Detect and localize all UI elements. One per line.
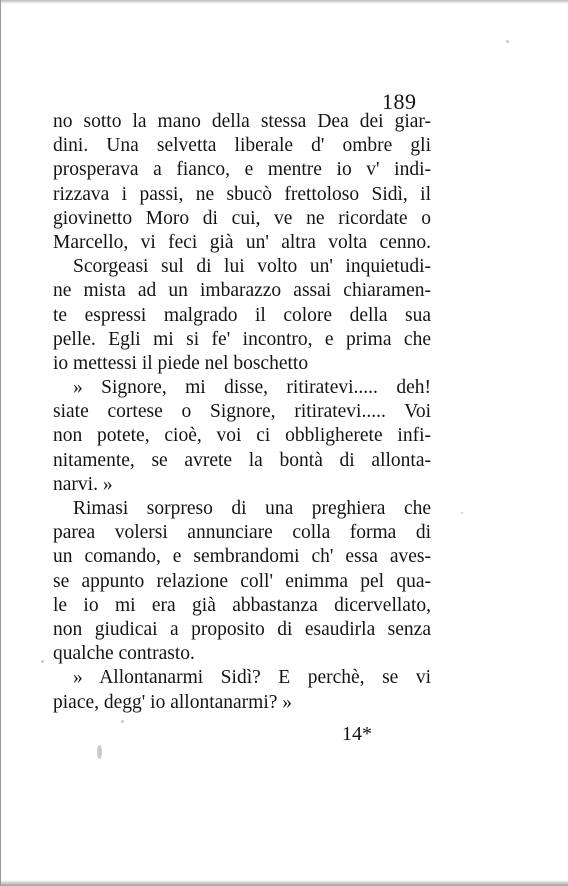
- text-line: piace, degg' io allontanarmi? »: [53, 691, 293, 713]
- text-line: prosperava a fianco, e mentre io v' indi-: [53, 159, 431, 181]
- text-line: io mettessi il piede nel boschetto: [53, 352, 309, 374]
- text-line: dini. Una selvetta liberale d' ombre gli: [53, 135, 431, 157]
- text-line: le io mi era già abbastanza dicervellato,: [53, 594, 431, 616]
- paper-speck: [506, 40, 509, 43]
- text-line: nitamente, se avrete la bontà di allonta-: [53, 449, 431, 471]
- text-line: non potete, cioè, voi ci obbligherete infi-: [53, 425, 431, 447]
- paper-speck: [461, 512, 463, 514]
- text-line: se appunto relazione coll' enimma pel qua-: [53, 570, 431, 592]
- text-line: Marcello, vi feci già un' altra volta cenno.: [53, 231, 431, 253]
- text-line: siate cortese o Signore, ritiratevi..... Voi: [53, 401, 431, 423]
- text-line: narvi. »: [53, 473, 113, 495]
- paper-speck: [97, 745, 102, 759]
- text-line: un comando, e sembrandomi ch' essa aves-: [53, 546, 431, 568]
- text-line: rizzava i passi, ne sbucò frettoloso Sidì, il: [53, 183, 431, 205]
- text-line: » Allontanarmi Sidì? E perchè, se vi: [73, 667, 431, 689]
- body-text: [53, 110, 431, 715]
- text-line: non giudicai a proposito di esaudirla senza: [53, 618, 431, 640]
- text-line: » Signore, mi disse, ritiratevi..... deh!: [73, 377, 431, 399]
- text-line: qualche contrasto.: [53, 643, 195, 665]
- page-number: 189: [382, 89, 417, 114]
- text-line: Rimasi sorpreso di una preghiera che: [73, 498, 431, 519]
- text-line: Scorgeasi sul di lui volto un' inquietudi-: [73, 256, 431, 278]
- text-line: parea volersi annunciare colla forma di: [53, 522, 431, 544]
- text-line: te espressi malgrado il colore della sua: [53, 304, 431, 326]
- text-line: ne mista ad un imbarazzo assai chiaramen-: [53, 280, 431, 302]
- page-bottom-edge: [1, 880, 568, 886]
- paper-speck: [41, 660, 44, 663]
- text-line: no sotto la mano della stessa Dea dei giar-: [53, 111, 431, 132]
- paper-speck: [121, 720, 124, 723]
- signature-mark: 14*: [342, 723, 372, 745]
- page-top-edge: [1, 0, 568, 4]
- text-line: pelle. Egli mi si fe' incontro, e prima che: [53, 328, 431, 350]
- text-line: giovinetto Moro di cui, ve ne ricordate o: [53, 207, 431, 229]
